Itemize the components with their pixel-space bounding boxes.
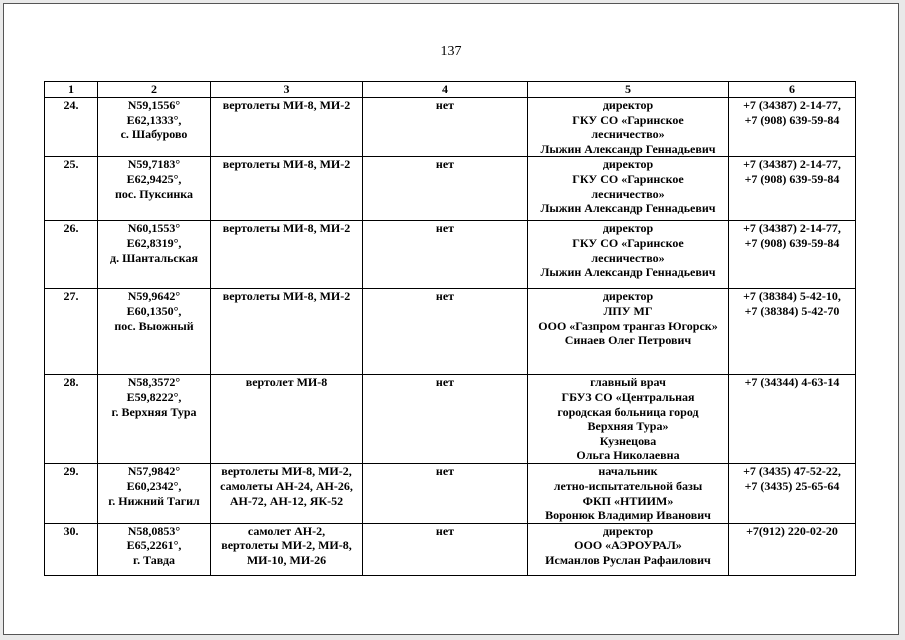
phones-line: +7 (908) 639-59-84: [744, 112, 840, 127]
aircraft-line: вертолеты МИ-8, МИ-2: [222, 221, 351, 236]
column-header: 1: [45, 82, 98, 98]
phones-line: +7 (34387) 2-14-77,: [743, 157, 841, 172]
phones-line: +7 (38384) 5-42-70: [744, 303, 840, 318]
aircraft-line: АН-72, АН-12, ЯК-52: [229, 493, 344, 508]
aircraft-line: вертолеты МИ-8, МИ-2,: [221, 464, 352, 479]
location-line: E59,8222°,: [126, 389, 182, 404]
flag-cell: нет: [363, 375, 528, 464]
row-number-cell: 27.: [45, 289, 98, 375]
phones-line: +7 (3435) 25-65-64: [744, 478, 840, 493]
location-cell: [98, 375, 211, 464]
location-line: N58,3572°: [127, 375, 181, 390]
aircraft-cell: [211, 221, 363, 289]
phones-line: +7 (908) 639-59-84: [744, 235, 840, 250]
phones-line: +7(912) 220-02-20: [746, 523, 838, 538]
contact-line: Лыжин Александр Геннадьевич: [540, 201, 716, 216]
contact-cell: [528, 157, 729, 221]
location-cell: [98, 289, 211, 375]
row-number-cell: 28.: [45, 375, 98, 464]
flag-cell: нет: [363, 98, 528, 157]
table-row: [45, 157, 856, 221]
table-row: [45, 289, 856, 375]
aircraft-line: самолет АН-2,: [247, 523, 326, 538]
contact-line: Воронюк Владимир Иванович: [545, 508, 711, 523]
flag-cell: нет: [363, 221, 528, 289]
contact-line: директор: [602, 523, 654, 538]
contact-line: Лыжин Александр Геннадьевич: [540, 141, 716, 156]
contact-line: ГКУ СО «Гаринское: [572, 112, 684, 127]
contact-line: директор: [602, 98, 654, 112]
table-body: [45, 98, 856, 576]
location-line: N57,9842°: [127, 464, 181, 479]
table-row: [45, 375, 856, 464]
phones-line: +7 (38384) 5-42-10,: [743, 289, 841, 304]
column-header: 6: [729, 82, 856, 98]
location-cell: [98, 464, 211, 523]
contact-line: лесничество»: [591, 186, 665, 201]
aircraft-line: самолеты АН-24, АН-26,: [220, 478, 353, 493]
phones-line: +7 (34344) 4-63-14: [744, 375, 840, 390]
document-page: [3, 3, 899, 635]
flag-cell: нет: [363, 289, 528, 375]
table-row: [45, 523, 856, 575]
aircraft-cell: [211, 289, 363, 375]
contact-line: ООО «Газпром трангаз Югорск»: [538, 318, 718, 333]
aircraft-cell: [211, 464, 363, 523]
location-line: пос. Выожный: [114, 318, 194, 333]
row-number-cell: 29.: [45, 464, 98, 523]
contact-line: летно-испытательной базы: [553, 478, 703, 493]
contact-line: директор: [602, 221, 654, 236]
airfield-contacts-table: [44, 81, 856, 576]
contact-cell: [528, 221, 729, 289]
column-header: 5: [528, 82, 729, 98]
location-line: г. Верхняя Тура: [111, 404, 197, 419]
column-header: 2: [98, 82, 211, 98]
row-number-cell: 26.: [45, 221, 98, 289]
location-cell: [98, 221, 211, 289]
row-number-cell: 25.: [45, 157, 98, 221]
phones-cell: [729, 464, 856, 523]
contact-line: директор: [602, 157, 654, 172]
location-line: д. Шантальская: [110, 250, 198, 265]
location-line: пос. Пуксинка: [114, 186, 194, 201]
table-row: [45, 464, 856, 523]
location-cell: [98, 157, 211, 221]
column-header: 3: [211, 82, 363, 98]
contact-line: директор: [602, 289, 654, 304]
column-header: 4: [363, 82, 528, 98]
location-cell: [98, 98, 211, 157]
aircraft-cell: [211, 523, 363, 575]
contact-line: лесничество»: [591, 250, 665, 265]
flag-cell: нет: [363, 523, 528, 575]
contact-line: Лыжин Александр Геннадьевич: [540, 265, 716, 280]
contact-line: ООО «АЭРОУРАЛ»: [574, 538, 682, 553]
contact-line: ГКУ СО «Гаринское: [572, 235, 684, 250]
page-number: 137: [440, 44, 462, 59]
contact-line: Синаев Олег Петрович: [564, 333, 692, 348]
location-line: N59,1556°: [127, 98, 181, 112]
contact-line: Кузнецова: [599, 433, 657, 448]
table-header-row: [45, 82, 856, 98]
contact-line: ГБУЗ СО «Центральная: [561, 389, 695, 404]
location-line: E60,2342°,: [126, 478, 182, 493]
phones-cell: [729, 157, 856, 221]
location-line: E62,1333°,: [126, 112, 182, 127]
phones-cell: [729, 375, 856, 464]
phones-line: +7 (908) 639-59-84: [744, 171, 840, 186]
row-number-cell: 30.: [45, 523, 98, 575]
contact-line: Верхняя Тура»: [587, 419, 669, 434]
phones-line: +7 (34387) 2-14-77,: [743, 221, 841, 236]
location-line: г. Тавда: [132, 552, 176, 567]
aircraft-cell: [211, 375, 363, 464]
contact-line: лесничество»: [591, 127, 665, 142]
location-line: с. Шабурово: [120, 127, 188, 142]
contact-line: главный врач: [590, 375, 666, 390]
contact-cell: [528, 523, 729, 575]
aircraft-line: вертолеты МИ-8, МИ-2: [222, 98, 351, 112]
aircraft-line: МИ-10, МИ-26: [246, 552, 327, 567]
row-number-cell: 24.: [45, 98, 98, 157]
phones-cell: [729, 523, 856, 575]
contact-cell: [528, 375, 729, 464]
aircraft-cell: [211, 157, 363, 221]
contact-line: начальник: [598, 464, 658, 479]
location-line: N58,0853°: [127, 523, 181, 538]
location-line: г. Нижний Тагил: [108, 493, 200, 508]
contact-line: городская больница город: [557, 404, 699, 419]
contact-cell: [528, 464, 729, 523]
table-row: [45, 221, 856, 289]
location-line: N59,7183°: [127, 157, 181, 172]
aircraft-cell: [211, 98, 363, 157]
location-cell: [98, 523, 211, 575]
location-line: N60,1553°: [127, 221, 181, 236]
location-line: E62,8319°,: [126, 235, 182, 250]
contact-cell: [528, 98, 729, 157]
contact-line: Исманлов Руслан Рафаилович: [545, 552, 711, 567]
contact-line: ГКУ СО «Гаринское: [572, 171, 684, 186]
aircraft-line: вертолеты МИ-8, МИ-2: [222, 157, 351, 172]
location-line: E65,2261°,: [126, 538, 182, 553]
phones-cell: [729, 289, 856, 375]
contact-line: Ольга Николаевна: [576, 448, 680, 463]
flag-cell: нет: [363, 157, 528, 221]
phones-cell: [729, 98, 856, 157]
contact-cell: [528, 289, 729, 375]
phones-line: +7 (34387) 2-14-77,: [743, 98, 841, 112]
phones-line: +7 (3435) 47-52-22,: [743, 464, 841, 479]
location-line: N59,9642°: [127, 289, 181, 304]
location-line: E62,9425°,: [126, 171, 182, 186]
flag-cell: нет: [363, 464, 528, 523]
phones-cell: [729, 221, 856, 289]
aircraft-line: вертолеты МИ-2, МИ-8,: [221, 538, 352, 553]
aircraft-line: вертолеты МИ-8, МИ-2: [222, 289, 351, 304]
location-line: E60,1350°,: [126, 303, 182, 318]
contact-line: ЛПУ МГ: [603, 303, 653, 318]
contact-line: ФКП «НТИИМ»: [582, 493, 674, 508]
aircraft-line: вертолет МИ-8: [245, 375, 328, 390]
table-row: [45, 98, 856, 157]
